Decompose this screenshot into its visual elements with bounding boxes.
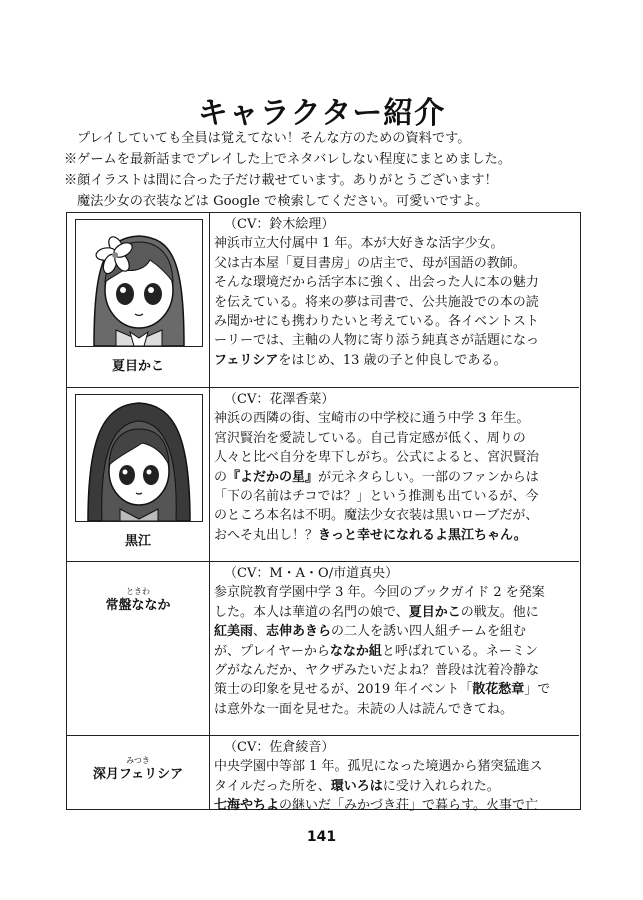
character-row	[67, 561, 579, 736]
character-name: 夏目かこ	[111, 359, 164, 374]
voice-actor: （CV：鈴木絵理）	[224, 217, 335, 232]
description-line: グがなんだか、ヤクザみたいだよね？普段は沈着冷静な	[214, 663, 540, 679]
description-line	[214, 642, 576, 661]
description-text: の戦友。他に	[460, 604, 539, 620]
description-line: 神浜の西隣の街、宝崎市の中学校に通う中学 3 年生。	[214, 411, 530, 427]
highlight-text: きっと幸せになれるよ黒江ちゃん。	[318, 527, 527, 543]
description-line: 父は古本屋「夏目書房」の店主で、母が国語の教師。	[214, 255, 526, 271]
name-ruby: みつき	[126, 756, 150, 765]
description-line	[214, 796, 576, 815]
character-row	[67, 213, 579, 387]
description-text: が、プレイヤーから	[214, 643, 330, 659]
highlight-name: フェリシア	[214, 352, 279, 368]
highlight-name: ななか組	[329, 643, 382, 659]
description-text: をはじめ、13 歳の子と仲良しである。	[278, 352, 507, 368]
highlight-name: 志伸あきら	[266, 624, 332, 640]
name-cell	[67, 736, 210, 810]
description-line: 宮沢賢治を愛読している。自己肯定感が低く、周りの	[214, 430, 526, 446]
description-text: と呼ばれている。ネーミン	[381, 643, 538, 659]
character-name: 深月フェリシア	[92, 767, 184, 782]
description-line	[214, 622, 576, 641]
description-text: の二人を誘い四人組チームを組む	[331, 624, 527, 640]
name-cell	[67, 562, 210, 736]
highlight-name: 夏目かこ	[408, 604, 461, 620]
character-name: 黒江	[124, 534, 151, 549]
description-text: タイルだった所を、	[214, 778, 331, 794]
character-row	[67, 735, 579, 814]
description-text: 」で	[524, 682, 551, 698]
description-line: 参京院教育学園中学 3 年。今回のブックガイド 2 を発案	[214, 585, 545, 601]
intro-line: ※ゲームを最新話までプレイした上でネタバレしない程度にまとめました。	[64, 152, 512, 167]
description-text: の	[214, 469, 228, 485]
character-description	[214, 390, 576, 545]
kako-portrait	[75, 219, 203, 347]
description-line: み聞かせにも携わりたいと考えている。各イベントスト	[214, 314, 539, 330]
description-line	[214, 468, 576, 487]
highlight-name: 七海やちよ	[214, 798, 280, 814]
description-text: 、	[253, 624, 267, 640]
description-line: は意外な一面を見せた。未読の人は読んできてね。	[214, 701, 514, 717]
intro-line: 魔法少女の衣装などは Google で検索してください。可愛いですよ。	[77, 194, 489, 209]
portrait-cell	[67, 213, 210, 387]
character-name: 常盤ななか	[105, 598, 171, 613]
description-text: おへそ丸出し！？	[214, 527, 319, 543]
description-line: 神浜市立大付属中 1 年。本が大好きな活字少女。	[214, 236, 504, 252]
voice-actor: （CV：M・A・O/市道真央）	[224, 566, 399, 581]
description-line: を伝えている。将来の夢は司書で、公共施設での本の読	[214, 294, 539, 310]
intro-line: プレイしていても全員は覚えてない！そんな方のための資料です。	[77, 131, 471, 146]
description-line: 人々と比べ自分を卑下しがち。公式によると、宮沢賢治	[214, 450, 540, 466]
description-text: に受け入れられた。	[382, 778, 500, 794]
description-line	[214, 603, 576, 622]
character-table	[66, 212, 581, 814]
description-line: 中央学園中等部 1 年。孤児になった境遇から猪突猛進ス	[214, 759, 543, 775]
highlight-title: 『よだかの星』	[227, 469, 319, 485]
highlight-name: 環いろは	[330, 778, 383, 794]
character-description	[214, 215, 576, 370]
description-text: した。本人は華道の名門の娘で、	[214, 604, 409, 620]
voice-actor: （CV：花澤香菜）	[224, 392, 335, 407]
description-line	[214, 680, 576, 699]
intro-line: ※顔イラストは間に合った子だけ載せています。ありがとうございます！	[64, 173, 498, 188]
character-description	[214, 738, 576, 816]
description-line	[214, 526, 576, 545]
highlight-title: 散花愁章	[472, 682, 525, 698]
description-line: そんな環境だから活字本に強く、出会った人に本の魅力	[214, 275, 539, 291]
character-row	[67, 387, 579, 562]
description-line	[214, 777, 576, 796]
description-text: 策士の印象を見せるが、2019 年イベント「	[214, 682, 473, 698]
portrait-cell	[67, 388, 210, 562]
description-line: 「下の名前はチコでは？」という推測も出ているが、今	[214, 489, 539, 505]
kuroe-portrait	[75, 394, 203, 522]
description-text: の継いだ「みかづき荘」で暮らす。火事で亡	[279, 798, 538, 814]
description-line: ーリーでは、主軸の人物に寄り添う純真さが話題になっ	[214, 333, 540, 349]
page-number: 141	[306, 829, 337, 845]
description-line: のところ本名は不明。魔法少女衣装は黒いローブだが、	[214, 508, 539, 524]
description-text: が元ネタらしい。一部のファンからは	[318, 469, 539, 485]
name-ruby: ときわ	[126, 587, 150, 596]
description-line	[214, 351, 576, 370]
voice-actor: （CV：佐倉綾音）	[224, 740, 335, 755]
intro-text	[64, 128, 604, 212]
highlight-name: 紅美雨	[214, 624, 254, 640]
page-title: キャラクター紹介	[197, 96, 446, 131]
character-description	[214, 564, 576, 719]
